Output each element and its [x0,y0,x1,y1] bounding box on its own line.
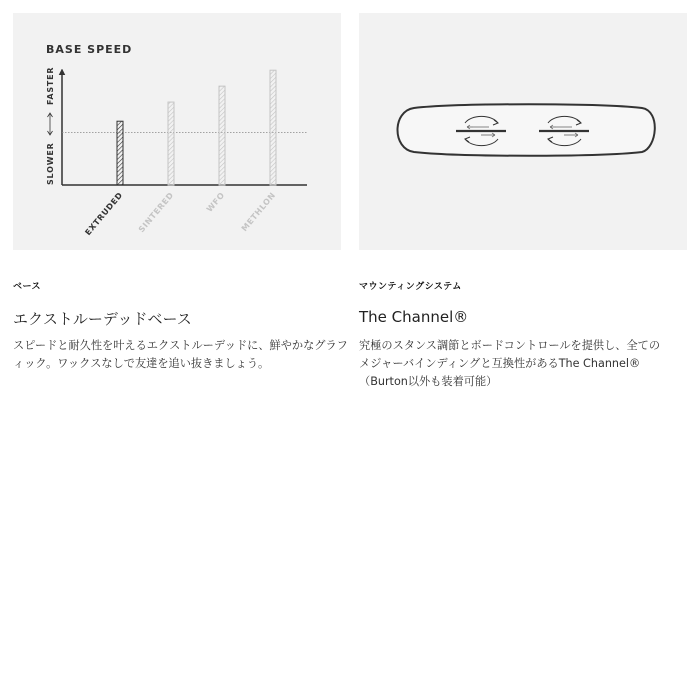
y-arrow-icon [48,113,53,135]
channel-description-line: メジャーバインディングと互換性があるThe Channel® [359,357,641,370]
bar-methlon [270,70,276,185]
bar-wfo [219,86,225,185]
mounting-label: マウンティングシステム [359,282,462,292]
y-label-slower: SLOWER [46,142,55,185]
tick-label-methlon: METHLON [239,190,278,234]
snowboard-outline-icon [398,104,655,156]
base-speed-panel [13,13,341,250]
channel-description [359,337,694,391]
chart-title: BASE SPEED [46,43,133,56]
bar-extruded [117,121,123,185]
tick-label-extruded: EXTRUDED [83,190,125,238]
base-speed-chart [13,13,341,250]
base-description: スピードと耐久性を叶えるエクストルーデッドに、鮮やかなグラフィック。ワックスなしで友達を追い抜きましょう。 [13,339,348,370]
tick-label-wfo: WFO [204,190,227,214]
snowboard-illustration [359,13,687,250]
channel-description-line: （Burton以外も装着可能） [359,375,498,388]
bar-sintered [168,102,174,185]
y-label-faster: FASTER [46,66,55,105]
channel-panel [359,13,687,250]
tick-label-sintered: SINTERED [136,190,176,235]
base-heading: エクストルーデッドベース [13,310,192,328]
channel-description-line: 究極のスタンス調節とボードコントロールを提供し、全ての [359,339,661,352]
channel-heading: The Channel® [359,308,469,326]
base-label: ベース [13,282,42,292]
